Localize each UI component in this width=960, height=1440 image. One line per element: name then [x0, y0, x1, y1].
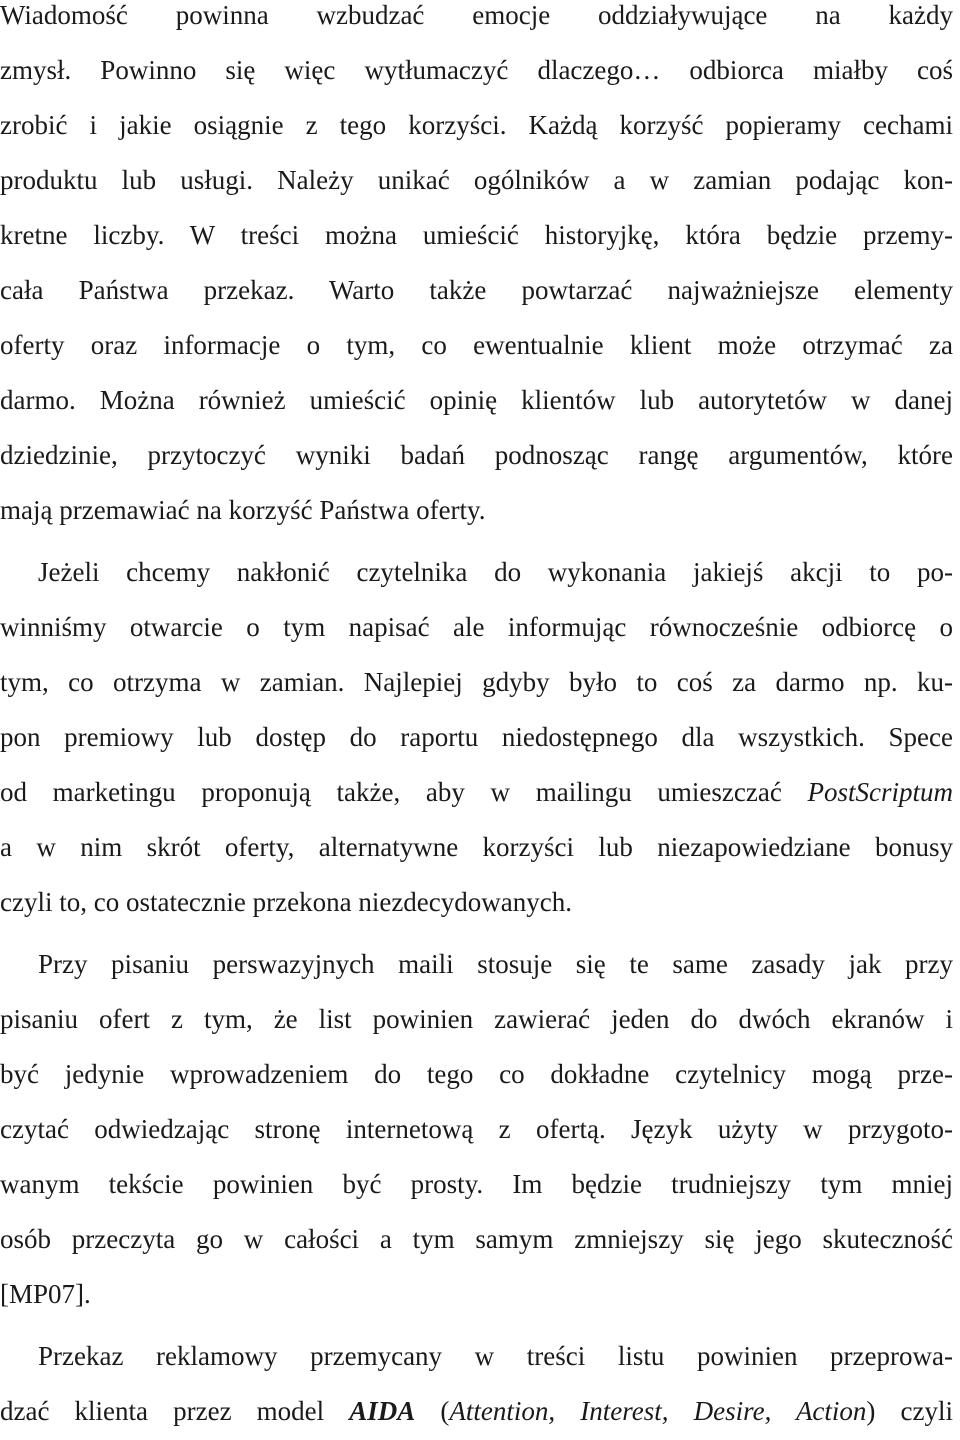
paragraph-1-line-4: produktu lub usługi. Należy unikać ogólników a w zamian podając kon- [0, 165, 953, 195]
paragraph-2-line-6: a w nim skrót oferty, alternatywne korzyści lub niezapowiedziane bonusy [0, 832, 953, 862]
paragraph-3-line-1: Przy pisaniu perswazyjnych maili stosuje się te same zasady jak przy [38, 949, 953, 979]
paragraph-3-line-2: pisaniu ofert z tym, że list powinien zawierać jeden do dwóch ekranów i [0, 1004, 953, 1034]
paragraph-1-line-6: cała Państwa przekaz. Warto także powtarzać najważniejsze elementy [0, 275, 953, 305]
postscriptum-term: PostScriptum [807, 777, 953, 807]
paragraph-3-line-6: osób przeczyta go w całości a tym samym zmniejszy się jego skuteczność [0, 1224, 953, 1254]
paragraph-4-line-2-end: ) czyli [866, 1396, 953, 1426]
paragraph-1-line-7: oferty oraz informacje o tym, co ewentualnie klient może otrzymać za [0, 330, 953, 360]
paragraph-3-line-5: wanym tekście powinien być prosty. Im będzie trudniejszy tym mniej [0, 1169, 953, 1199]
paragraph-4-line-2-middle: ( [415, 1396, 450, 1426]
paragraph-3-line-4: czytać odwiedzając stronę internetową z ofertą. Język użyty w przygoto- [0, 1114, 953, 1144]
paragraph-1-line-5: kretne liczby. W treści można umieścić historyjkę, która będzie przemy- [0, 220, 953, 250]
paragraph-4-line-2-text: dzać klienta przez model [0, 1396, 350, 1426]
paragraph-4-line-2 [0, 1396, 953, 1440]
aida-term: AIDA [349, 1396, 416, 1426]
paragraph-1-line-2: zmysł. Powinno się więc wytłumaczyć dlaczego… odbiorca miałby coś [0, 55, 953, 85]
paragraph-3-line-3: być jedynie wprowadzeniem do tego co dokładne czytelnicy mogą prze- [0, 1059, 953, 1089]
aida-expansion: Attention, Interest, Desire, Action [449, 1396, 867, 1426]
paragraph-1-line-8: darmo. Można również umieścić opinię klientów lub autorytetów w danej [0, 385, 953, 415]
paragraph-1-line-3: zrobić i jakie osiągnie z tego korzyści. Każdą korzyść popieramy cechami [0, 110, 953, 140]
paragraph-1-line-10: mają przemawiać na korzyść Państwa oferty. [0, 495, 486, 525]
paragraph-2-line-4: pon premiowy lub dostęp do raportu niedostępnego dla wszystkich. Spece [0, 722, 953, 752]
paragraph-3-line-7: [MP07]. [0, 1279, 91, 1309]
paragraph-1-line-9: dziedzinie, przytoczyć wyniki badań podnosząc rangę argumentów, które [0, 440, 953, 470]
paragraph-2-line-5 [0, 777, 953, 821]
paragraph-1-line-1: Wiadomość powinna wzbudzać emocje oddziaływujące na każdy [0, 0, 953, 30]
paragraph-4-line-1: Przekaz reklamowy przemycany w treści listu powinien przeprowa- [38, 1341, 953, 1371]
paragraph-2-line-5-text: od marketingu proponują także, aby w mailingu umieszczać [0, 777, 808, 807]
paragraph-2-line-1: Jeżeli chcemy nakłonić czytelnika do wykonania jakiejś akcji to po- [38, 557, 953, 587]
paragraph-2-line-2: winniśmy otwarcie o tym napisać ale informując równocześnie odbiorcę o [0, 612, 953, 642]
paragraph-2-line-7: czyli to, co ostatecznie przekona niezdecydowanych. [0, 887, 572, 917]
paragraph-2-line-3: tym, co otrzyma w zamian. Najlepiej gdyby było to coś za darmo np. ku- [0, 667, 953, 697]
